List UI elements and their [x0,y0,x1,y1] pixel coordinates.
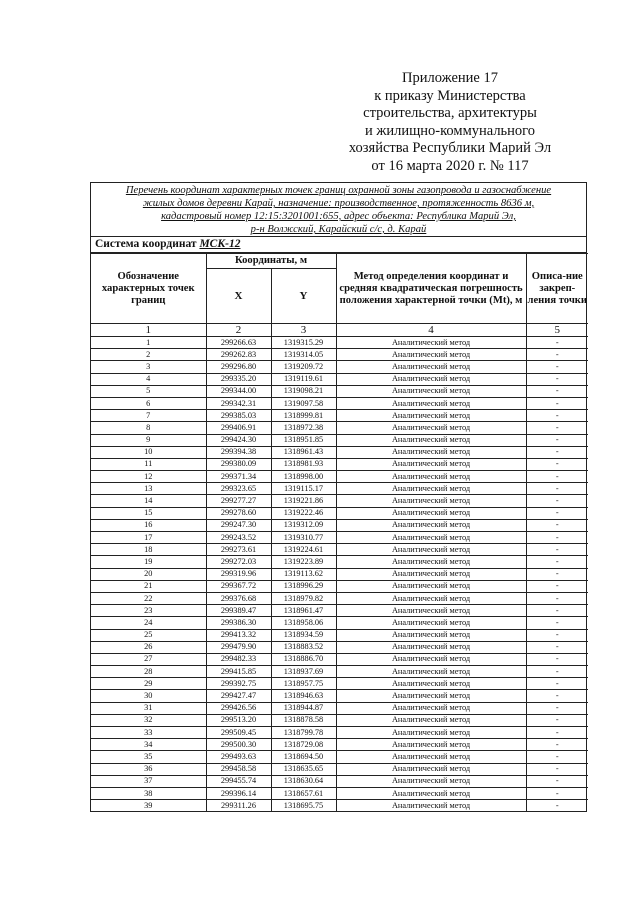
column-number: 3 [271,324,336,337]
table-row [91,800,588,812]
method-cell: Аналитический метод [336,787,526,799]
method-cell: Аналитический метод [336,775,526,787]
table-row [91,605,588,617]
description-cell: - [526,653,588,665]
y-coordinate-cell: 1318937.69 [271,666,336,678]
point-number-cell: 8 [91,422,206,434]
y-coordinate-cell: 1319113.62 [271,568,336,580]
point-number-cell: 4 [91,373,206,385]
table-row [91,349,588,361]
y-coordinate-cell: 1318944.87 [271,702,336,714]
y-coordinate-cell: 1319223.89 [271,556,336,568]
method-cell: Аналитический метод [336,702,526,714]
table-row [91,641,588,653]
x-coordinate-cell: 299311.26 [206,800,271,812]
y-coordinate-cell: 1318979.82 [271,592,336,604]
description-cell: - [526,471,588,483]
caption-line: жилых домов деревни Карай, назначение: производственное, протяженность 8636 м, [142,198,535,209]
header-method: Метод определения координат и средняя квадратическая погрешность положения характерной точки (Mt), м [336,254,526,324]
x-coordinate-cell: 299513.20 [206,714,271,726]
y-coordinate-cell: 1318694.50 [271,751,336,763]
description-cell: - [526,337,588,349]
point-number-cell: 12 [91,471,206,483]
description-cell: - [526,556,588,568]
table-caption [91,183,586,237]
y-coordinate-cell: 1319224.61 [271,544,336,556]
method-cell: Аналитический метод [336,410,526,422]
description-cell: - [526,507,588,519]
header-designation: Обозначение характерных точек границ [91,254,206,324]
method-cell: Аналитический метод [336,714,526,726]
description-cell: - [526,422,588,434]
table-row [91,422,588,434]
caption-line: кадастровый номер 12:15:3201001:655, адрес объекта: Республика Марий Эл, [161,211,516,222]
point-number-cell: 36 [91,763,206,775]
table-row [91,580,588,592]
description-cell: - [526,702,588,714]
coordinates-table [91,253,588,811]
point-number-cell: 7 [91,410,206,422]
x-coordinate-cell: 299389.47 [206,605,271,617]
appendix-line: к приказу Министерства [374,87,526,104]
method-cell: Аналитический метод [336,592,526,604]
description-cell: - [526,800,588,812]
coordinate-system [91,237,586,253]
description-cell: - [526,373,588,385]
y-coordinate-cell: 1318961.43 [271,446,336,458]
point-number-cell: 32 [91,714,206,726]
x-coordinate-cell: 299426.56 [206,702,271,714]
description-cell: - [526,641,588,653]
description-cell: - [526,519,588,531]
description-cell: - [526,592,588,604]
description-cell: - [526,763,588,775]
appendix-line: от 16 марта 2020 г. № 117 [371,157,529,174]
y-coordinate-cell: 1318630.64 [271,775,336,787]
x-coordinate-cell: 299247.30 [206,519,271,531]
table-row [91,592,588,604]
caption-line: Перечень координат характерных точек границ охранной зоны газопровода и газоснабжение [125,185,552,196]
method-cell: Аналитический метод [336,507,526,519]
method-cell: Аналитический метод [336,617,526,629]
x-coordinate-cell: 299272.03 [206,556,271,568]
point-number-cell: 19 [91,556,206,568]
point-number-cell: 2 [91,349,206,361]
method-cell: Аналитический метод [336,678,526,690]
table-row [91,495,588,507]
method-cell: Аналитический метод [336,361,526,373]
y-coordinate-cell: 1319119.61 [271,373,336,385]
point-number-cell: 1 [91,337,206,349]
description-cell: - [526,678,588,690]
x-coordinate-cell: 299479.90 [206,641,271,653]
table-row [91,617,588,629]
column-number: 4 [336,324,526,337]
point-number-cell: 27 [91,653,206,665]
table-row [91,434,588,446]
point-number-cell: 37 [91,775,206,787]
description-cell: - [526,349,588,361]
header-description: Описа-ние закреп-ления точки [526,254,588,324]
method-cell: Аналитический метод [336,641,526,653]
description-cell: - [526,361,588,373]
x-coordinate-cell: 299278.60 [206,507,271,519]
point-number-cell: 34 [91,739,206,751]
point-number-cell: 13 [91,483,206,495]
y-coordinate-cell: 1319098.21 [271,385,336,397]
x-coordinate-cell: 299482.33 [206,653,271,665]
x-coordinate-cell: 299493.63 [206,751,271,763]
x-coordinate-cell: 299277.27 [206,495,271,507]
method-cell: Аналитический метод [336,519,526,531]
point-number-cell: 20 [91,568,206,580]
point-number-cell: 17 [91,532,206,544]
x-coordinate-cell: 299342.31 [206,397,271,409]
coordinate-system-label: Система координат [95,238,197,250]
method-cell: Аналитический метод [336,690,526,702]
x-coordinate-cell: 299335.20 [206,373,271,385]
description-cell: - [526,739,588,751]
column-number: 1 [91,324,206,337]
column-number: 5 [526,324,588,337]
table-row [91,714,588,726]
y-coordinate-cell: 1318883.52 [271,641,336,653]
appendix-line: строительства, архитектуры [363,105,537,121]
method-cell: Аналитический метод [336,373,526,385]
y-coordinate-cell: 1318981.93 [271,458,336,470]
x-coordinate-cell: 299500.30 [206,739,271,751]
description-cell: - [526,714,588,726]
method-cell: Аналитический метод [336,751,526,763]
y-coordinate-cell: 1318657.61 [271,787,336,799]
table-row [91,763,588,775]
x-coordinate-cell: 299376.68 [206,592,271,604]
y-coordinate-cell: 1318878.58 [271,714,336,726]
point-number-cell: 6 [91,397,206,409]
caption-line: р-н Волжский, Карайский с/с, д. Карай [250,224,427,235]
method-cell: Аналитический метод [336,763,526,775]
x-coordinate-cell: 299344.00 [206,385,271,397]
point-number-cell: 25 [91,629,206,641]
x-coordinate-cell: 299367.72 [206,580,271,592]
point-number-cell: 38 [91,787,206,799]
point-number-cell: 16 [91,519,206,531]
table-row [91,787,588,799]
method-cell: Аналитический метод [336,727,526,739]
point-number-cell: 10 [91,446,206,458]
point-number-cell: 11 [91,458,206,470]
y-coordinate-cell: 1319097.58 [271,397,336,409]
x-coordinate-cell: 299455.74 [206,775,271,787]
description-cell: - [526,727,588,739]
table-row [91,702,588,714]
y-coordinate-cell: 1319221.86 [271,495,336,507]
point-number-cell: 26 [91,641,206,653]
point-number-cell: 21 [91,580,206,592]
description-cell: - [526,410,588,422]
x-coordinate-cell: 299273.61 [206,544,271,556]
y-coordinate-cell: 1319312.09 [271,519,336,531]
x-coordinate-cell: 299266.63 [206,337,271,349]
point-number-cell: 18 [91,544,206,556]
y-coordinate-cell: 1318998.00 [271,471,336,483]
method-cell: Аналитический метод [336,495,526,507]
y-coordinate-cell: 1318799.78 [271,727,336,739]
point-number-cell: 35 [91,751,206,763]
table-row [91,544,588,556]
table-row [91,666,588,678]
table-row [91,519,588,531]
method-cell: Аналитический метод [336,800,526,812]
table-row [91,690,588,702]
y-coordinate-cell: 1319315.29 [271,337,336,349]
x-coordinate-cell: 299371.34 [206,471,271,483]
table-row [91,568,588,580]
table-row [91,410,588,422]
point-number-cell: 39 [91,800,206,812]
description-cell: - [526,458,588,470]
description-cell: - [526,446,588,458]
method-cell: Аналитический метод [336,544,526,556]
point-number-cell: 29 [91,678,206,690]
coordinates-body [91,337,588,812]
x-coordinate-cell: 299392.75 [206,678,271,690]
method-cell: Аналитический метод [336,422,526,434]
y-coordinate-cell: 1319314.05 [271,349,336,361]
x-coordinate-cell: 299386.30 [206,617,271,629]
point-number-cell: 31 [91,702,206,714]
description-cell: - [526,544,588,556]
header-coordinates: Координаты, м [206,254,336,269]
method-cell: Аналитический метод [336,556,526,568]
description-cell: - [526,568,588,580]
description-cell: - [526,434,588,446]
method-cell: Аналитический метод [336,605,526,617]
x-coordinate-cell: 299413.32 [206,629,271,641]
x-coordinate-cell: 299509.45 [206,727,271,739]
method-cell: Аналитический метод [336,434,526,446]
method-cell: Аналитический метод [336,580,526,592]
table-row [91,751,588,763]
point-number-cell: 15 [91,507,206,519]
y-coordinate-cell: 1318996.29 [271,580,336,592]
y-coordinate-cell: 1318946.63 [271,690,336,702]
description-cell: - [526,532,588,544]
description-cell: - [526,397,588,409]
table-row [91,507,588,519]
x-coordinate-cell: 299394.38 [206,446,271,458]
method-cell: Аналитический метод [336,568,526,580]
x-coordinate-cell: 299406.91 [206,422,271,434]
method-cell: Аналитический метод [336,739,526,751]
x-coordinate-cell: 299380.09 [206,458,271,470]
y-coordinate-cell: 1318951.85 [271,434,336,446]
x-coordinate-cell: 299396.14 [206,787,271,799]
point-number-cell: 14 [91,495,206,507]
method-cell: Аналитический метод [336,483,526,495]
point-number-cell: 9 [91,434,206,446]
appendix-line: Приложение 17 [402,70,498,86]
y-coordinate-cell: 1318635.65 [271,763,336,775]
method-cell: Аналитический метод [336,458,526,470]
y-coordinate-cell: 1318958.06 [271,617,336,629]
y-coordinate-cell: 1318957.75 [271,678,336,690]
y-coordinate-cell: 1319209.72 [271,361,336,373]
point-number-cell: 28 [91,666,206,678]
appendix-line: и жилищно-коммунального [364,122,536,139]
y-coordinate-cell: 1318972.38 [271,422,336,434]
point-number-cell: 33 [91,727,206,739]
description-cell: - [526,666,588,678]
x-coordinate-cell: 299243.52 [206,532,271,544]
description-cell: - [526,629,588,641]
x-coordinate-cell: 299415.85 [206,666,271,678]
y-coordinate-cell: 1318961.47 [271,605,336,617]
y-coordinate-cell: 1318999.81 [271,410,336,422]
x-coordinate-cell: 299319.96 [206,568,271,580]
method-cell: Аналитический метод [336,629,526,641]
x-coordinate-cell: 299385.03 [206,410,271,422]
x-coordinate-cell: 299427.47 [206,690,271,702]
method-cell: Аналитический метод [336,532,526,544]
coordinate-system-code: МСК-12 [199,238,241,250]
table-row [91,385,588,397]
table-row [91,629,588,641]
table-row [91,532,588,544]
x-coordinate-cell: 299262.83 [206,349,271,361]
table-row [91,337,588,349]
description-cell: - [526,495,588,507]
table-row [91,483,588,495]
point-number-cell: 22 [91,592,206,604]
description-cell: - [526,617,588,629]
table-row [91,471,588,483]
point-number-cell: 3 [91,361,206,373]
column-number: 2 [206,324,271,337]
y-coordinate-cell: 1319222.46 [271,507,336,519]
point-number-cell: 30 [91,690,206,702]
method-cell: Аналитический метод [336,385,526,397]
appendix-header [300,70,600,175]
point-number-cell: 5 [91,385,206,397]
description-cell: - [526,605,588,617]
header-x: X [206,269,271,324]
description-cell: - [526,385,588,397]
method-cell: Аналитический метод [336,471,526,483]
table-row [91,739,588,751]
y-coordinate-cell: 1319310.77 [271,532,336,544]
description-cell: - [526,580,588,592]
y-coordinate-cell: 1319115.17 [271,483,336,495]
description-cell: - [526,751,588,763]
point-number-cell: 24 [91,617,206,629]
table-row [91,458,588,470]
y-coordinate-cell: 1318934.59 [271,629,336,641]
table-row [91,397,588,409]
method-cell: Аналитический метод [336,446,526,458]
method-cell: Аналитический метод [336,397,526,409]
y-coordinate-cell: 1318886.70 [271,653,336,665]
appendix-line: хозяйства Республики Марий Эл [348,140,552,156]
method-cell: Аналитический метод [336,653,526,665]
x-coordinate-cell: 299296.80 [206,361,271,373]
table-row [91,775,588,787]
x-coordinate-cell: 299323.65 [206,483,271,495]
table-row [91,653,588,665]
method-cell: Аналитический метод [336,337,526,349]
y-coordinate-cell: 1318695.75 [271,800,336,812]
method-cell: Аналитический метод [336,349,526,361]
description-cell: - [526,787,588,799]
method-cell: Аналитический метод [336,666,526,678]
x-coordinate-cell: 299458.58 [206,763,271,775]
table-row [91,446,588,458]
description-cell: - [526,775,588,787]
header-y: Y [271,269,336,324]
description-cell: - [526,690,588,702]
table-row [91,556,588,568]
description-cell: - [526,483,588,495]
coordinates-sheet [90,182,587,812]
table-row [91,373,588,385]
table-row [91,361,588,373]
x-coordinate-cell: 299424.30 [206,434,271,446]
y-coordinate-cell: 1318729.08 [271,739,336,751]
point-number-cell: 23 [91,605,206,617]
table-row [91,678,588,690]
table-row [91,727,588,739]
